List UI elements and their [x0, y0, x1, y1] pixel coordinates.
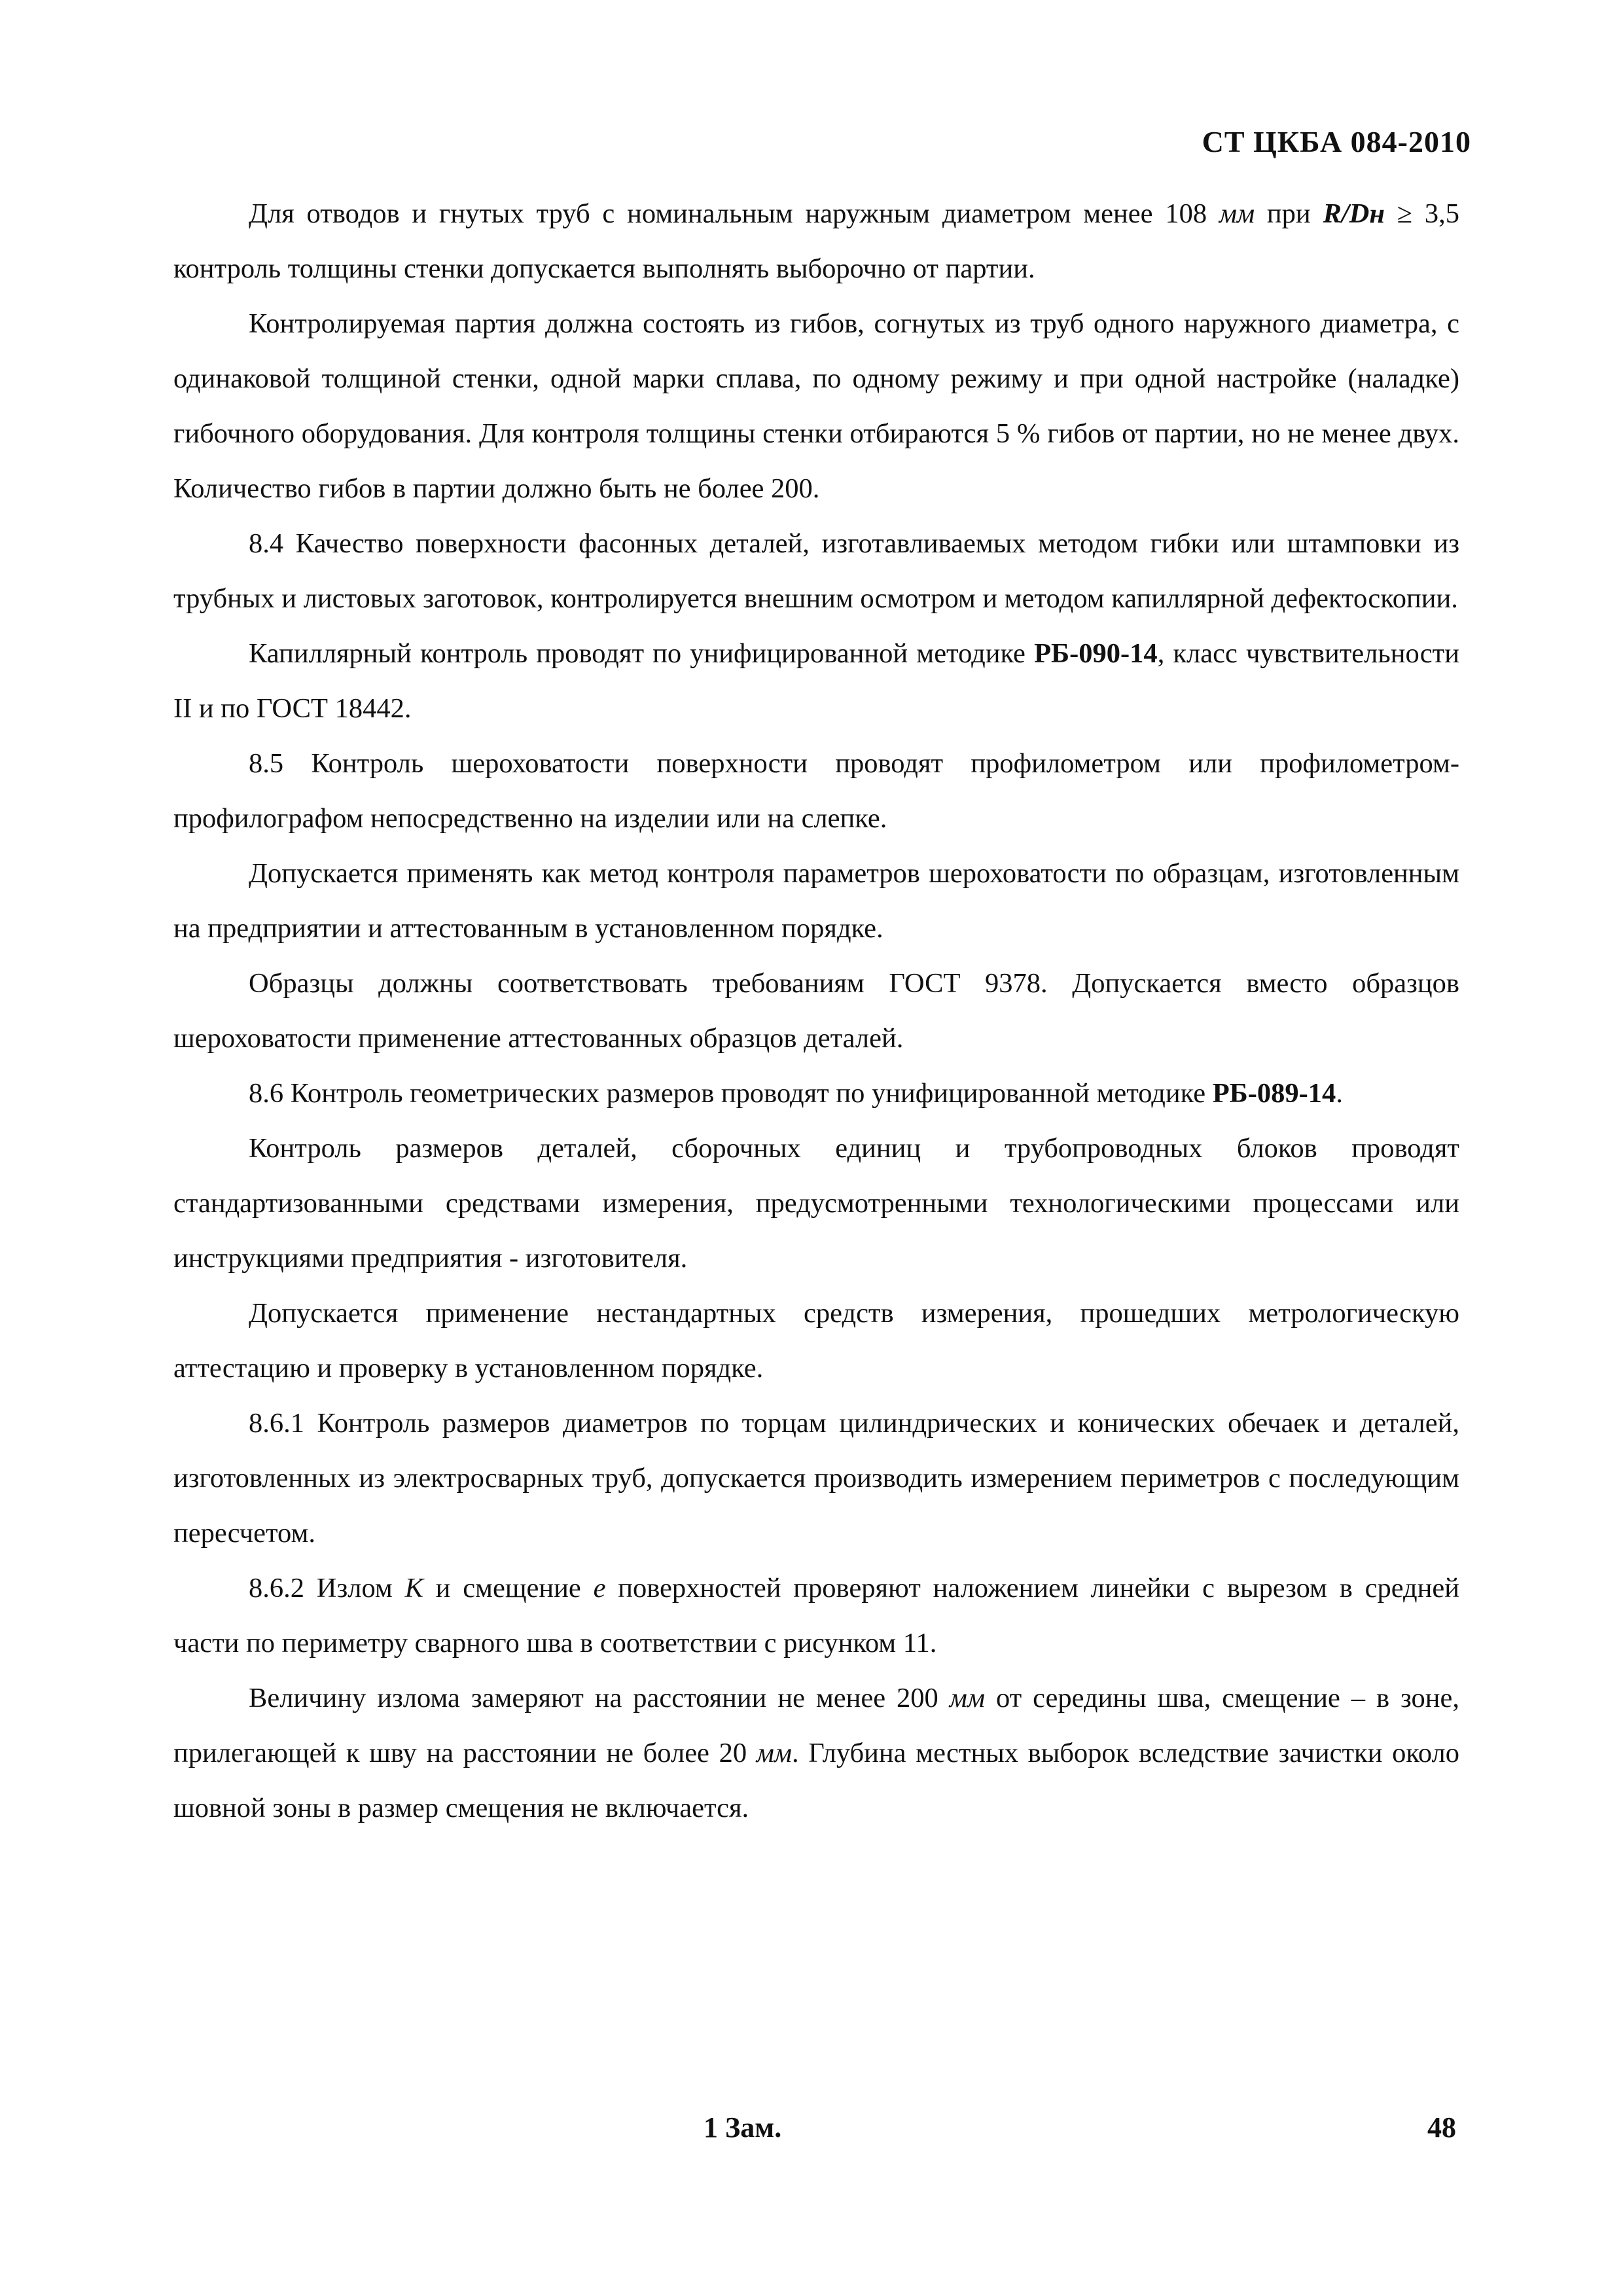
paragraph-nonstandard-tools: Допускается применение нестандартных средств измерения, прошедших метрологическую аттестацию и проверку в установленном порядке.: [173, 1298, 1459, 1384]
method-code: РБ-089-14: [1212, 1078, 1336, 1109]
text-span: от середины шва, смещение – в зоне, прилегающей к шву на расстоянии не более 20: [173, 1683, 1459, 1768]
text-span: 8.6.2 Излом: [249, 1573, 405, 1604]
document-body: [173, 187, 1459, 1836]
text-span: 8.6 Контроль геометрических размеров проводят по унифицированной методике: [249, 1078, 1213, 1109]
paragraph-8-6: [173, 1066, 1459, 1121]
text-span: Величину излома замеряют на расстоянии не менее 200: [249, 1683, 950, 1713]
text-span: . Глубина местных выборок вследствие зачистки около шовной зоны в размер смещения не включается.: [173, 1738, 1459, 1823]
ratio-symbol: R/Dн: [1323, 198, 1385, 229]
paragraph-8-4: 8.4 Качество поверхности фасонных деталей, изготавливаемых методом гибки или штамповки из трубных и листовых заготовок, контролируется внешним осмотром и методом капиллярной дефектоскопии.: [173, 528, 1459, 614]
unit-mm: мм: [1219, 198, 1255, 229]
text-span: при: [1255, 198, 1323, 229]
change-note: 1 Зам.: [704, 2111, 782, 2144]
page-number: 48: [1427, 2111, 1456, 2144]
text-span: Для отводов и гнутых труб с номинальным наружным диаметром менее 108: [249, 198, 1219, 229]
document-code: СТ ЦКБА 084-2010: [1202, 125, 1471, 158]
unit-mm: мм: [756, 1738, 792, 1768]
paragraph-samples-gost: Образцы должны соответствовать требованиям ГОСТ 9378. Допускается вместо образцов шероховатости применение аттестованных образцов деталей.: [173, 968, 1459, 1054]
paragraph-batch: Контролируемая партия должна состоять из гибов, согнутых из труб одного наружного диаметра, с одинаковой толщиной стенки, одной марки сплава, по одному режиму и при одной настройке (наладке) гибочного оборудования. Для контроля толщины стенки отбираются 5 % гибов от партии, но не менее двух. Количество гибов в партии должно быть не более 200.: [173, 308, 1459, 504]
paragraph-8-6-1: 8.6.1 Контроль размеров диаметров по торцам цилиндрических и конических обечаек и деталей, изготовленных из электросварных труб, допускается производить измерением периметров с последующим пересчетом.: [173, 1408, 1459, 1549]
paragraph-thin-wall-sampling: [173, 187, 1459, 296]
paragraph-break-measurement: [173, 1671, 1459, 1836]
symbol-e: е: [593, 1573, 606, 1604]
symbol-k: К: [404, 1573, 423, 1604]
text-span: , класс чувствительности II и по ГОСТ 18442.: [173, 638, 1459, 724]
paragraph-capillary-control: [173, 626, 1459, 736]
text-span: Капиллярный контроль проводят по унифицированной методике: [249, 638, 1035, 669]
text-span: ≥ 3,5 контроль толщины стенки допускается выполнять выборочно от партии.: [173, 198, 1459, 284]
text-span: и смещение: [423, 1573, 594, 1604]
paragraph-dimension-control: Контроль размеров деталей, сборочных единиц и трубопроводных блоков проводят стандартизованными средствами измерения, предусмотренными технологическими процессами или инструкциями предприятия - изготовителя.: [173, 1133, 1459, 1274]
paragraph-roughness-samples: Допускается применять как метод контроля параметров шероховатости по образцам, изготовленным на предприятии и аттестованным в установленном порядке.: [173, 858, 1459, 944]
unit-mm: мм: [949, 1683, 985, 1713]
text-span: поверхностей проверяют наложением линейки с вырезом в средней части по периметру сварного шва в соответствии с рисунком 11.: [173, 1573, 1460, 1659]
paragraph-8-5: 8.5 Контроль шероховатости поверхности проводят профилометром или профилометром-профилографом непосредственно на изделии или на слепке.: [173, 748, 1459, 834]
text-span: .: [1336, 1078, 1343, 1109]
method-code: РБ-090-14: [1034, 638, 1158, 669]
paragraph-8-6-2: [173, 1561, 1459, 1671]
